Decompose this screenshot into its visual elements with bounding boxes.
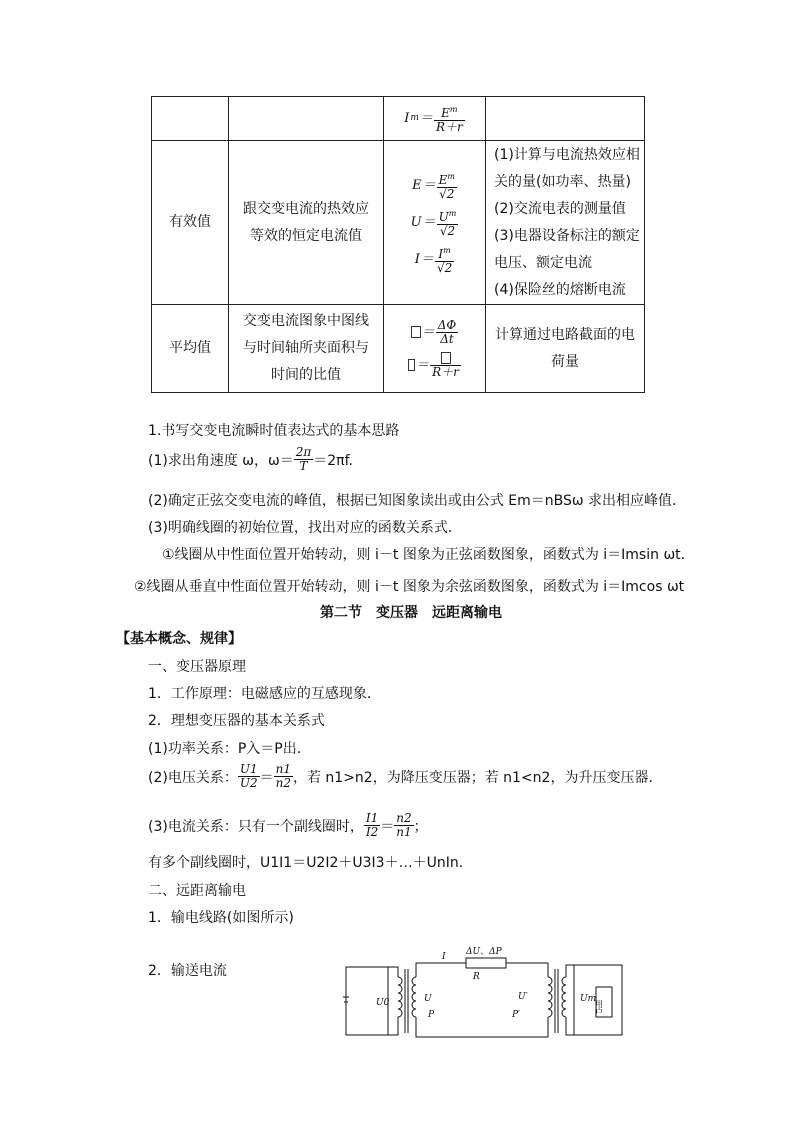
label-user: 用户 xyxy=(594,1000,604,1016)
numerator: I xyxy=(438,247,444,261)
label-u-prime: U′ xyxy=(518,992,528,1002)
table-row xyxy=(152,141,645,305)
multi-coil-relation: 有多个副线圈时，U1I1＝U2I2＋U3I3＋…＋UnIn. xyxy=(148,855,464,871)
fraction xyxy=(437,170,457,201)
numerator: I1 xyxy=(365,811,379,825)
subheading-2: 二、远距离输电 xyxy=(148,883,246,899)
step-3: (3)明确线圈的初始位置，找出对应的函数关系式． xyxy=(148,520,462,536)
denominator: I2 xyxy=(365,825,379,839)
equals-sign: ＝ xyxy=(380,818,395,835)
numerator: U1 xyxy=(239,762,258,776)
superscript: m xyxy=(447,172,455,181)
definition-cell xyxy=(229,305,384,393)
formula-symbol: I xyxy=(414,252,420,267)
section-title: 第二节 变压器 远距离输电 xyxy=(320,605,502,621)
definition-line: 交变电流图象中图线 xyxy=(243,313,369,329)
numerator: E xyxy=(441,106,450,120)
numerator: n2 xyxy=(396,811,412,825)
denominator: T xyxy=(299,459,308,473)
label-p-prime: P′ xyxy=(512,1010,521,1020)
label-r: R xyxy=(473,972,480,982)
effective-voltage-formula xyxy=(384,207,485,238)
formula-cell xyxy=(384,141,486,305)
equals-sign: ＝ xyxy=(422,178,436,193)
equals-sign: ＝ xyxy=(416,357,430,373)
usage-line: (1)计算与电流热效应相 xyxy=(494,146,640,163)
denominator: R＋r xyxy=(435,120,463,134)
step-1 xyxy=(148,446,353,473)
step-text: (1)求出角速度 ω，ω＝ xyxy=(148,452,294,469)
superscript: m xyxy=(448,209,457,218)
current-relation xyxy=(148,812,428,839)
equals-sign: ＝ xyxy=(419,111,433,126)
effective-current-formula xyxy=(384,244,485,275)
voltage-relation xyxy=(148,763,662,790)
denominator: √2 xyxy=(436,261,453,275)
equals-sign: ＝ xyxy=(420,252,434,267)
placeholder-glyph-icon xyxy=(441,352,451,364)
formula-cell xyxy=(384,305,486,393)
usage-line: (4)保险丝的熔断电流 xyxy=(494,281,626,298)
label-i: I xyxy=(442,952,446,962)
formula-cell xyxy=(384,97,486,141)
table-row xyxy=(152,97,645,141)
denominator: U2 xyxy=(239,776,258,790)
denominator: n1 xyxy=(396,825,412,839)
usage-line: 关的量(如功率、热量) xyxy=(494,173,631,190)
table-row xyxy=(152,305,645,393)
fraction xyxy=(364,812,380,839)
average-emf-formula xyxy=(384,319,485,346)
fraction xyxy=(437,207,459,238)
superscript: m xyxy=(449,105,458,114)
denominator: √2 xyxy=(439,187,455,201)
effective-emf-formula xyxy=(384,170,485,201)
relation-text: (3)电流关系：只有一个副线圈时， xyxy=(148,818,364,835)
fraction xyxy=(436,319,459,346)
usage-line: (2)交流电表的测量值 xyxy=(494,200,626,217)
peak-current-formula xyxy=(384,103,485,134)
label-p: P xyxy=(428,1010,435,1020)
fraction xyxy=(394,812,413,839)
denominator: √2 xyxy=(439,224,456,238)
usage-line: 荷量 xyxy=(551,353,579,370)
paragraph: 2．输送电流 xyxy=(148,963,227,979)
formula-symbol: I xyxy=(404,111,410,126)
label-loss: ΔU、ΔP xyxy=(466,947,502,957)
relation-text: ，若 n1>n2，为降压变压器；若 n1<n2，为升压变压器． xyxy=(292,769,663,786)
power-transmission-diagram xyxy=(338,945,638,1040)
denominator: R＋r xyxy=(432,364,459,379)
average-current-formula xyxy=(384,352,485,379)
label-u: U xyxy=(424,994,432,1004)
fraction xyxy=(435,244,454,275)
table-cell xyxy=(229,97,384,141)
usage-line: 计算通过电路截面的电 xyxy=(495,326,635,343)
usage-cell xyxy=(486,141,645,305)
denominator: Δt xyxy=(440,331,454,346)
paragraph: 1．输电线路(如图所示) xyxy=(148,910,294,926)
formula-subscript: m xyxy=(410,113,419,123)
step-2: (2)确定正弦交变电流的峰值，根据已知图象读出或由公式 Em＝nBSω 求出相应峰值． xyxy=(148,493,687,509)
relation-text: (2)电压关系： xyxy=(148,769,238,786)
relation-text: ； xyxy=(413,818,428,835)
fraction xyxy=(238,763,260,790)
fraction xyxy=(430,352,461,379)
label-u0: U0 xyxy=(376,998,390,1008)
label-um: Um xyxy=(580,994,597,1004)
definition-line: 时间的比值 xyxy=(271,367,341,383)
subheading-1: 一、变压器原理 xyxy=(148,659,246,675)
row-name: 平均值 xyxy=(152,305,229,393)
placeholder-glyph-icon xyxy=(411,326,421,338)
usage-line: 电压、额定电流 xyxy=(494,254,592,271)
step-text: ＝2πf. xyxy=(313,452,353,469)
power-relation: (1)功率关系：P入＝P出. xyxy=(148,741,302,757)
fraction xyxy=(294,446,314,473)
step-3a: ①线圈从中性面位置开始转动，则 i－t 图象为正弦函数图象，函数式为 i＝Imsin ωt. xyxy=(162,547,686,563)
usage-cell xyxy=(486,305,645,393)
section-heading: 【基本概念、规律】 xyxy=(116,631,242,647)
placeholder-glyph-icon xyxy=(408,359,415,371)
numerator: U xyxy=(438,210,449,224)
formula-symbol: U xyxy=(410,215,422,230)
paragraph: 1．工作原理：电磁感应的互感现象． xyxy=(148,686,381,702)
fraction xyxy=(274,763,293,790)
definition-line: 等效的恒定电流值 xyxy=(250,227,362,244)
steps-title: 1.书写交变电流瞬时值表达式的基本思路 xyxy=(148,423,400,439)
table-cell xyxy=(486,97,645,141)
usage-line: (3)电器设备标注的额定 xyxy=(494,227,640,244)
numerator: ΔΦ xyxy=(437,317,457,332)
equals-sign: ＝ xyxy=(422,215,436,230)
numerator: E xyxy=(438,173,448,187)
properties-table xyxy=(151,96,645,393)
fraction xyxy=(434,103,465,134)
step-3b: ②线圈从垂直中性面位置开始转动，则 i－t 图象为余弦函数图象，函数式为 i＝Imcos ωt xyxy=(134,579,685,595)
definition-line: 与时间轴所夹面积与 xyxy=(243,340,369,356)
table-cell xyxy=(152,97,229,141)
definition-line: 跟交变电流的热效应 xyxy=(243,200,369,217)
paragraph: 2．理想变压器的基本关系式 xyxy=(148,713,325,729)
row-name: 有效值 xyxy=(152,141,229,305)
equals-sign: ＝ xyxy=(421,324,435,340)
numerator: 2π xyxy=(295,445,312,459)
formula-symbol: E xyxy=(412,178,422,193)
definition-cell xyxy=(229,141,384,305)
equals-sign: ＝ xyxy=(259,769,274,786)
superscript: m xyxy=(443,246,451,255)
denominator: n2 xyxy=(275,776,291,790)
numerator: n1 xyxy=(275,762,291,776)
